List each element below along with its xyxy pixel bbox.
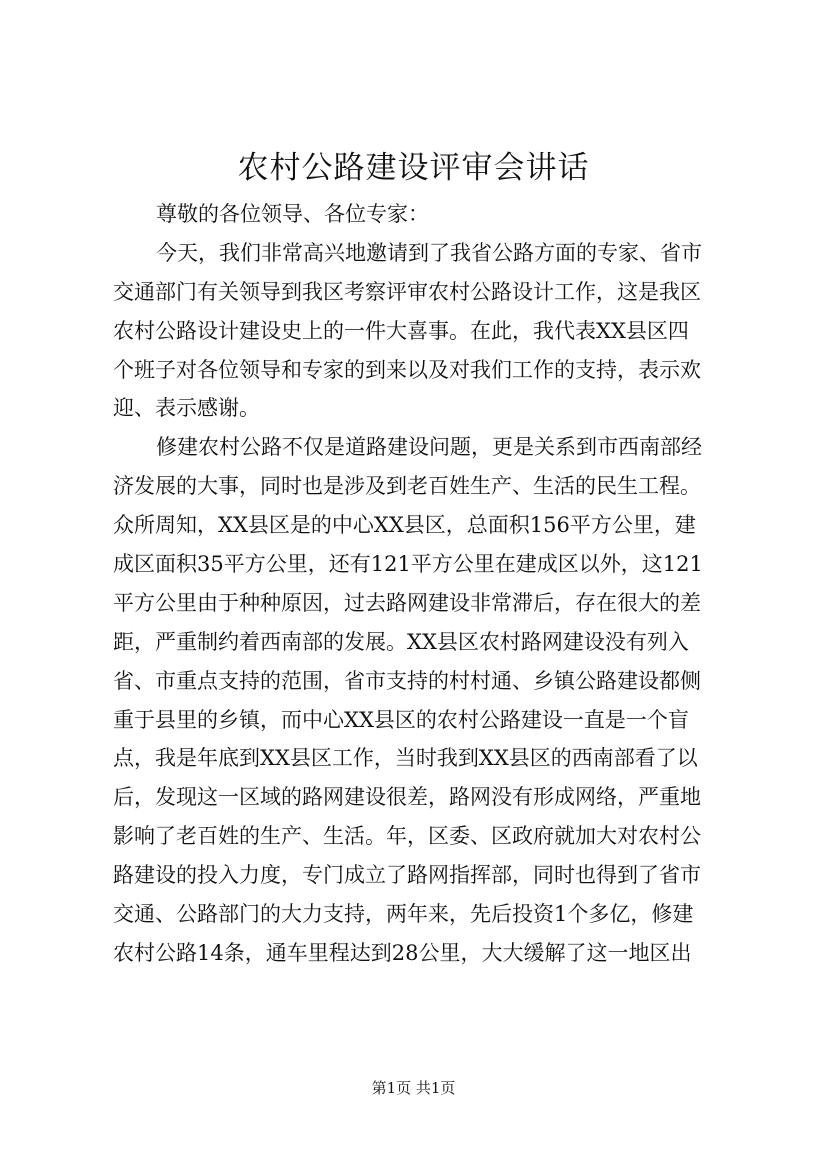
text-line: 个班子对各位领导和专家的到来以及对我们工作的支持，表示欢 — [113, 357, 701, 382]
text-line: 影响了老百姓的生产、生活。年，区委、区政府就加大对农村公 — [113, 824, 701, 849]
text-line: 距，严重制约着西南部的发展。XX县区农村路网建设没有列入 — [113, 629, 689, 654]
text-line: 交通部门有关领导到我区考察评审农村公路设计工作，这是我区 — [113, 279, 701, 304]
document-title: 农村公路建设评审会讲话 — [237, 150, 590, 186]
text-line: 修建农村公路不仅是道路建设问题，更是关系到市西南部经 — [156, 435, 702, 460]
text-line: 点，我是年底到XX县区工作，当时我到XX县区的西南部看了以 — [113, 746, 698, 771]
text-line: 重于县里的乡镇，而中心XX县区的农村公路建设一直是一个盲 — [113, 707, 689, 732]
salutation-line: 尊敬的各位领导、各位专家： — [156, 202, 429, 226]
text-line: 农村公路设计建设史上的一件大喜事。在此，我代表XX县区四 — [113, 318, 689, 343]
page-footer: 第1页 共1页 — [371, 1079, 456, 1097]
text-line: 迎、表示感谢。 — [113, 396, 260, 421]
text-line: 路建设的投入力度，专门成立了路网指挥部，同时也得到了省市 — [113, 863, 701, 888]
text-line: 交通、公路部门的大力支持，两年来，先后投资1个多亿，修建 — [113, 902, 694, 927]
document-body — [113, 200, 727, 978]
text-line: 济发展的大事，同时也是涉及到老百姓生产、生活的民生工程。 — [113, 474, 701, 499]
text-line: 后，发现这一区域的路网建设很差，路网没有形成网络，严重地 — [113, 785, 701, 810]
text-line: 农村公路14条，通车里程达到28公里，大大缓解了这一地区出 — [113, 940, 692, 965]
text-line: 平方公里由于种种原因，过去路网建设非常滞后，存在很大的差 — [113, 590, 701, 615]
text-line: 成区面积35平方公里，还有121平方公里在建成区以外，这121 — [113, 552, 703, 577]
text-line: 众所周知，XX县区是的中心XX县区，总面积156平方公里，建 — [113, 513, 696, 538]
text-line: 今天，我们非常高兴地邀请到了我省公路方面的专家、省市 — [156, 240, 702, 265]
text-line: 省、市重点支持的范围，省市支持的村村通、乡镇公路建设都侧 — [113, 668, 701, 693]
